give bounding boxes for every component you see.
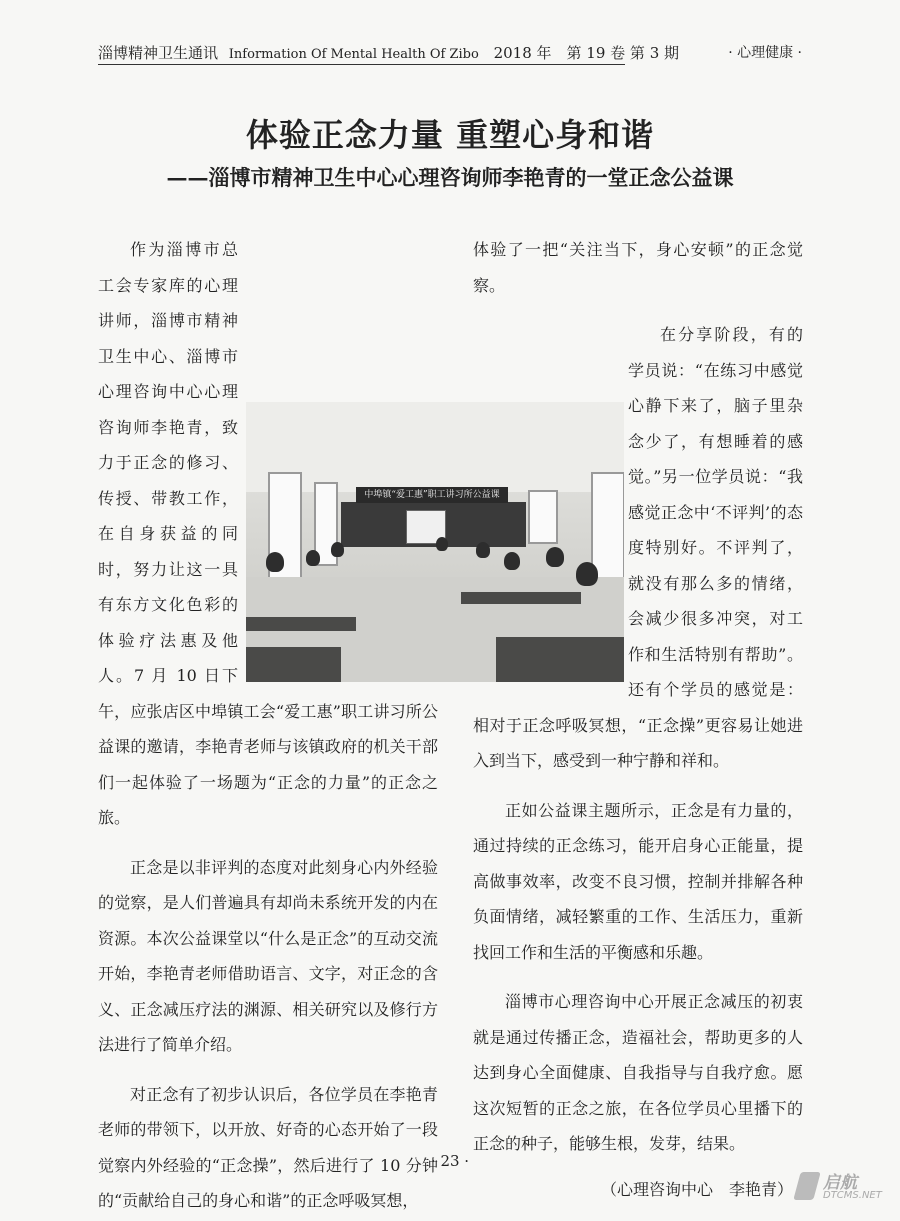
- paragraph-continuation: 体验了一把“关注当下，身心安顿”的正念觉察。: [473, 240, 803, 295]
- journal-info: [98, 42, 679, 63]
- photo-desk: [461, 592, 581, 604]
- article-subtitle: ——淄博市精神卫生中心心理咨询师李艳青的一堂正念公益课: [166, 165, 734, 190]
- photo-ceiling: [246, 402, 624, 492]
- photo-person: [576, 562, 598, 586]
- paragraph: 在分享阶段，有的学员说：“在练习中感觉心静下来了，脑子里杂念少了，有想睡着的感觉。”另一位学员说：“我感觉正念中‘不评判’的态度特别好。不评判了，就没有那么多的情绪，会减少很多冲突，对工作和生活特别有帮助”。还有个学员的感觉是：相对于正念呼吸冥想，“正念操”更容易让她进入到当下，感受到一种宁静和祥和。: [473, 325, 803, 770]
- photo-desk: [246, 617, 356, 631]
- paragraph: 正如公益课主题所示，正念是有力量的，通过持续的正念练习，能开启身心正能量，提高做事效率，改变不良习惯，控制并排解各种负面情绪，减轻繁重的工作、生活压力，重新找回工作和生活的平衡感和乐趣。: [473, 800, 803, 962]
- journal-name: 淄博精神卫生通讯: [98, 44, 219, 62]
- photo-banner: 中埠镇“爱工惠”职工讲习所公益课: [356, 487, 508, 503]
- photo-person: [546, 547, 564, 567]
- running-header: [98, 42, 802, 64]
- photo-person: [504, 552, 520, 570]
- section-label: · 心理健康 ·: [728, 45, 802, 61]
- watermark-name: 启航: [823, 1173, 857, 1193]
- photo-person: [436, 537, 448, 551]
- watermark-icon: [793, 1172, 821, 1200]
- classroom-photo: [246, 402, 624, 682]
- photo-desk: [246, 647, 341, 682]
- watermark-site: DTCMS.NET: [823, 1190, 882, 1201]
- author-signature: （心理咨询中心 李艳青）: [600, 1179, 793, 1199]
- paragraph: 淄博市心理咨询中心开展正念减压的初衷就是通过传播正念，造福社会，帮助更多的人达到身心全面健康、自我指导与自我疗愈。愿这次短暂的正念之旅，在各位学员心里播下的正念的种子，能够生根，发芽，结果。: [473, 992, 803, 1153]
- left-column: [98, 232, 438, 1219]
- photo-person: [306, 550, 320, 566]
- header-rule: [98, 64, 625, 65]
- photo-person: [331, 542, 344, 557]
- journal-name-en: Information Of Mental Health Of Zibo: [228, 47, 479, 62]
- paragraph: 作为淄博市总工会专家库的心理讲师，淄博市精神卫生中心、淄博市心理咨询中心心理咨询师李艳青，致力于正念的修习、传授、带教工作，在自身获益的同时，努力让这一具有东方文化色彩的体验疗法惠及他人。7 月 10 日下午，应张店区中埠镇工会“爱工惠”职工讲习所公益课的邀请，李艳青老师与该镇政府的机关干部们一起体验了一场题为“正念的力量”的正念之旅。: [98, 240, 438, 827]
- watermark-logo: [797, 1168, 887, 1208]
- photo-window: [528, 490, 558, 544]
- photo-person: [266, 552, 284, 572]
- photo-desk: [496, 637, 624, 682]
- photo-person: [476, 542, 490, 558]
- paragraph: 对正念有了初步认识后，各位学员在李艳青老师的带领下，以开放、好奇的心态开始了一段觉察内外经验的“正念操”，然后进行了 10 分钟的“贡献给自己的身心和谐”的正念呼吸冥想，: [98, 1084, 438, 1210]
- page-number: · 23 ·: [430, 1152, 470, 1170]
- article-title: 体验正念力量 重塑心身和谐: [245, 116, 655, 154]
- issue-info: 2018 年 第 19 卷 第 3 期: [493, 44, 680, 62]
- paragraph: 正念是以非评判的态度对此刻身心内外经验的觉察，是人们普遍具有却尚未系统开发的内在资源。本次公益课堂以“什么是正念”的互动交流开始，李艳青老师借助语言、文字，对正念的含义、正念减压疗法的渊源、相关研究以及修行方法进行了简单介绍。: [98, 857, 438, 1054]
- right-column: [473, 232, 803, 1207]
